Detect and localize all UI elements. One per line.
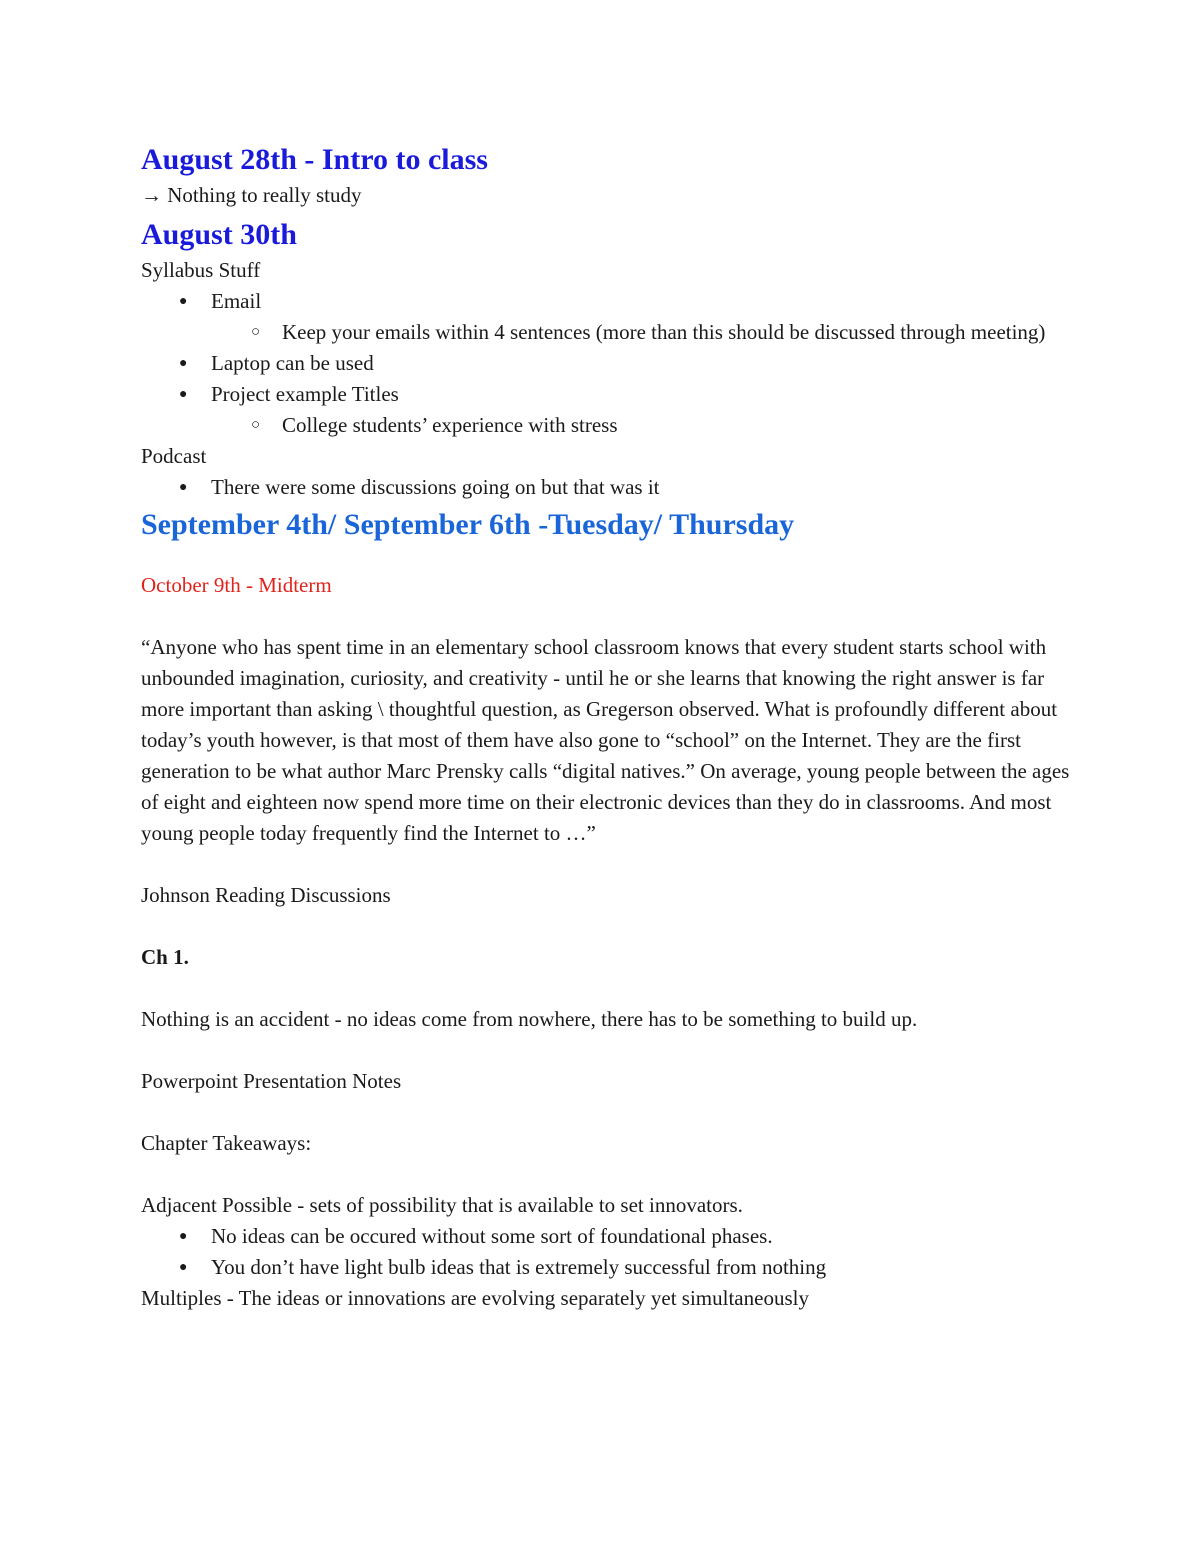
quote-paragraph: “Anyone who has spent time in an elementary school classroom knows that every student starts school with unbounded imagination, curiosity, and creativity - until he or she learns that knowing the right answer is far more important than asking \ thoughtful question, as Gregerson observed. What is profoundly different about today’s youth however, is that most of them have also gone to “school” on the Internet. They are the first generation to be what author Marc Prensky calls “digital natives.” On average, young people between the ages of eight and eighteen now spend more time on their electronic devices than they do in classrooms. And most young people today frequently find the Internet to …” [141, 635, 1070, 845]
list-item [141, 1221, 1071, 1252]
multiples-line: Multiples - The ideas or innovations are evolving separately yet simultaneously [141, 1286, 809, 1310]
list-item-label: There were some discussions going on but that was it [211, 475, 660, 499]
list-item-label: College students’ experience with stress [282, 413, 618, 437]
hollow-bullet-icon: ○ [251, 324, 261, 340]
project-sublist [211, 410, 1071, 441]
chapter-1-note: Nothing is an accident - no ideas come from nowhere, there has to be something to build up. [141, 1007, 918, 1031]
chapter-1-heading: Ch 1. [141, 945, 189, 969]
midterm-note: October 9th - Midterm [141, 573, 332, 597]
syllabus-label: Syllabus Stuff [141, 258, 261, 282]
filled-bullet-icon: ● [179, 294, 188, 309]
filled-bullet-icon: ● [179, 1260, 188, 1275]
hollow-bullet-icon: ○ [251, 417, 261, 433]
adjacent-list [141, 1221, 1071, 1283]
list-item-label: Laptop can be used [211, 351, 374, 375]
johnson-label: Johnson Reading Discussions [141, 883, 391, 907]
takeaways-label: Chapter Takeaways: [141, 1131, 312, 1155]
list-item [141, 379, 1071, 441]
list-item [141, 348, 1071, 379]
filled-bullet-icon: ● [179, 1229, 188, 1244]
list-item [211, 410, 1071, 441]
list-item [141, 472, 1071, 503]
heading-september: September 4th/ September 6th -Tuesday/ Thursday [141, 508, 795, 541]
podcast-label: Podcast [141, 444, 207, 468]
list-item [141, 1252, 1071, 1283]
filled-bullet-icon: ● [179, 356, 188, 371]
powerpoint-label: Powerpoint Presentation Notes [141, 1069, 402, 1093]
heading-aug28: August 28th - Intro to class [141, 143, 488, 176]
list-item-label: Keep your emails within 4 sentences (more than this should be discussed through meeting) [282, 320, 1046, 344]
heading-aug30: August 30th [141, 218, 297, 251]
syllabus-list [141, 286, 1071, 441]
list-item [141, 286, 1071, 348]
email-sublist [211, 317, 1071, 348]
document-page [141, 140, 1071, 1314]
list-item [211, 317, 1071, 348]
list-item-label: Email [211, 289, 262, 313]
adjacent-possible-line: Adjacent Possible - sets of possibility that is available to set innovators. [141, 1193, 743, 1217]
filled-bullet-icon: ● [179, 480, 188, 495]
list-item-label: No ideas can be occured without some sort of foundational phases. [211, 1224, 773, 1248]
podcast-list [141, 472, 1071, 503]
list-item-label: Project example Titles [211, 382, 399, 406]
filled-bullet-icon: ● [179, 387, 188, 402]
list-item-label: You don’t have light bulb ideas that is extremely successful from nothing [211, 1255, 827, 1279]
aug28-note: → Nothing to really study [141, 183, 362, 207]
